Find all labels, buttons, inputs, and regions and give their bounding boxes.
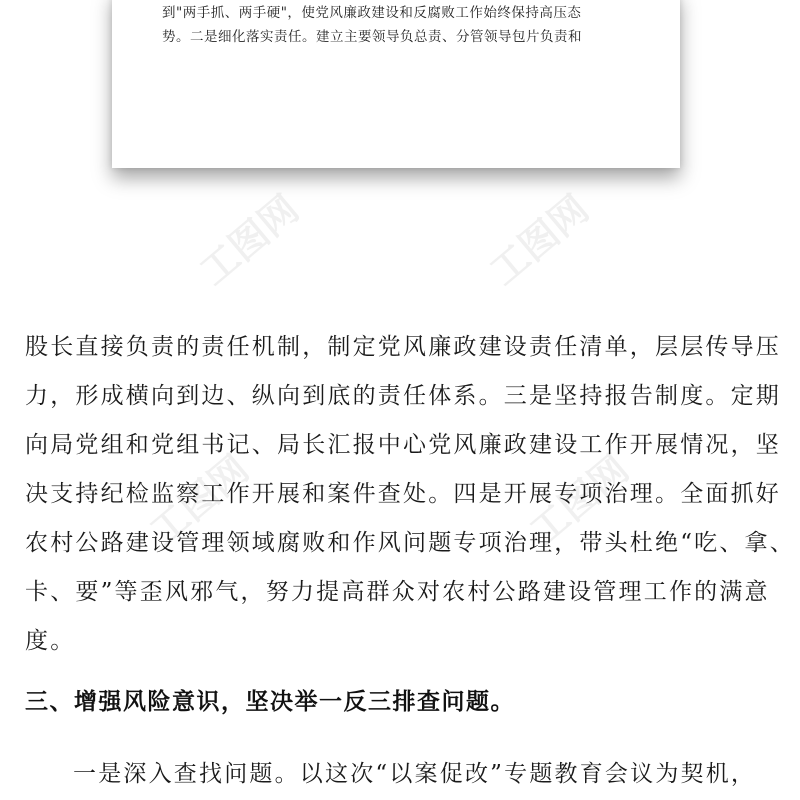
section-first-line: 一是深入查找问题。以这次“以案促改”专题教育会议为契机，: [73, 761, 757, 787]
card-line: 势。二是细化落实责任。建立主要领导负总责、分管领导包片负责和: [162, 29, 582, 45]
text-line: 度。: [25, 628, 76, 654]
text-line: 卡、要”等歪风邪气，努力提高群众对农村公路建设管理工作的满意: [25, 579, 770, 605]
text-line: 决支持纪检监察工作开展和案件查处。四是开展专项治理。全面抓好: [25, 481, 781, 507]
text-line: 农村公路建设管理领域腐败和作风问题专项治理，带头杜绝“吃、拿、: [25, 530, 795, 556]
card-text: [162, 0, 632, 62]
watermark-logo: 工图网: [141, 446, 258, 554]
watermark-logo: 工图网: [481, 186, 598, 294]
watermark-logo: 工图网: [521, 446, 638, 554]
card-line: 到"两手抓、两手硬"，使党风廉政建设和反腐败工作始终保持高压态: [162, 5, 582, 21]
text-line: 向局党组和党组书记、局长汇报中心党风廉政建设工作开展情况，坚: [25, 432, 781, 458]
body-paragraph: [25, 323, 795, 666]
text-line: 力，形成横向到边、纵向到底的责任体系。三是坚持报告制度。定期: [25, 383, 781, 409]
watermark-logo: 工图网: [191, 186, 308, 294]
document-preview-card: [112, 0, 680, 168]
text-line: 股长直接负责的责任机制，制定党风廉政建设责任清单，层层传导压: [25, 334, 781, 360]
section-heading: 三、增强风险意识，坚决举一反三排查问题。: [25, 689, 515, 715]
